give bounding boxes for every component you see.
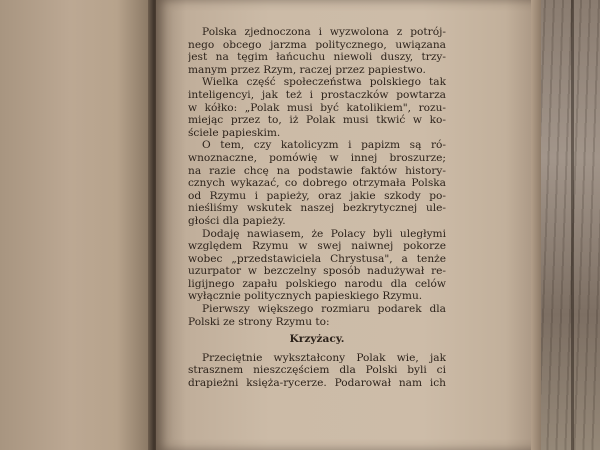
text-line: nieśliśmy wskutek naszej bezkrytycznej ule- xyxy=(188,202,446,215)
text-line: drapieżni księża-rycerze. Podarował nam ich xyxy=(188,377,446,390)
text-line: cznych wykazać, co dobrego otrzymała Polska xyxy=(188,177,446,190)
text-line: Dodaję nawiasem, że Polacy byli uległymi xyxy=(202,227,446,240)
text-line: nego obcego jarzma politycznego, uwiązana xyxy=(188,38,446,51)
text-line: Polska zjednoczona i wyzwolona z potrój- xyxy=(202,26,446,38)
text-line: O tem, czy katolicyzm i papizm są ró- xyxy=(202,139,446,152)
text-line: inteligencyi, jak też i prostaczków powtarza xyxy=(188,88,446,101)
text-line: Przeciętnie wykształcony Polak wie, jak xyxy=(202,351,446,364)
text-line: manym przez Rzym, raczej przez papiestwo. xyxy=(188,63,426,76)
text-line: jest na tęgim łańcuchu niewoli duszy, trzy- xyxy=(188,51,446,64)
text-line: wyłącznie politycznych papieskiego Rzymu. xyxy=(188,290,423,303)
left-blank-page xyxy=(0,0,156,450)
text-line: na razie chcę na podstawie faktów history- xyxy=(188,164,446,177)
page-text xyxy=(188,26,446,390)
text-line: strasznem nieszczęściem dla Polski byli ci xyxy=(188,364,446,377)
text-line: względem Rzymu w swej naiwnej pokorze xyxy=(188,240,446,253)
section-heading: Krzyżacy. xyxy=(289,333,345,346)
text-line: wnoznaczne, pomówię w innej broszurze; xyxy=(188,151,446,164)
wood-crack xyxy=(571,0,574,450)
text-line: miejąc przez to, iż Polak musi tkwić w ko- xyxy=(188,114,446,127)
text-line: Polski ze strony Rzymu to: xyxy=(188,315,330,328)
page-edge xyxy=(531,0,541,450)
text-line: głości dla papieży. xyxy=(188,214,286,227)
text-line: Wielka część społeczeństwa polskiego tak xyxy=(202,76,446,89)
text-line: uzurpator w bezczelny sposób nadużywał re- xyxy=(188,265,446,278)
text-line: Pierwszy większego rozmiaru podarek dla xyxy=(202,303,446,316)
text-line: wobec „przedstawiciela Chrystusa", a tenże xyxy=(188,252,446,265)
text-line: ściele papieskim. xyxy=(188,126,281,139)
text-line: ligijnego zapału polskiego narodu dla celów xyxy=(188,277,446,290)
text-line: od Rzymu i papieży, oraz jakie szkody po- xyxy=(188,189,446,202)
text-line: w kółko: „Polak musi być katolikiem", rozu- xyxy=(188,101,446,114)
